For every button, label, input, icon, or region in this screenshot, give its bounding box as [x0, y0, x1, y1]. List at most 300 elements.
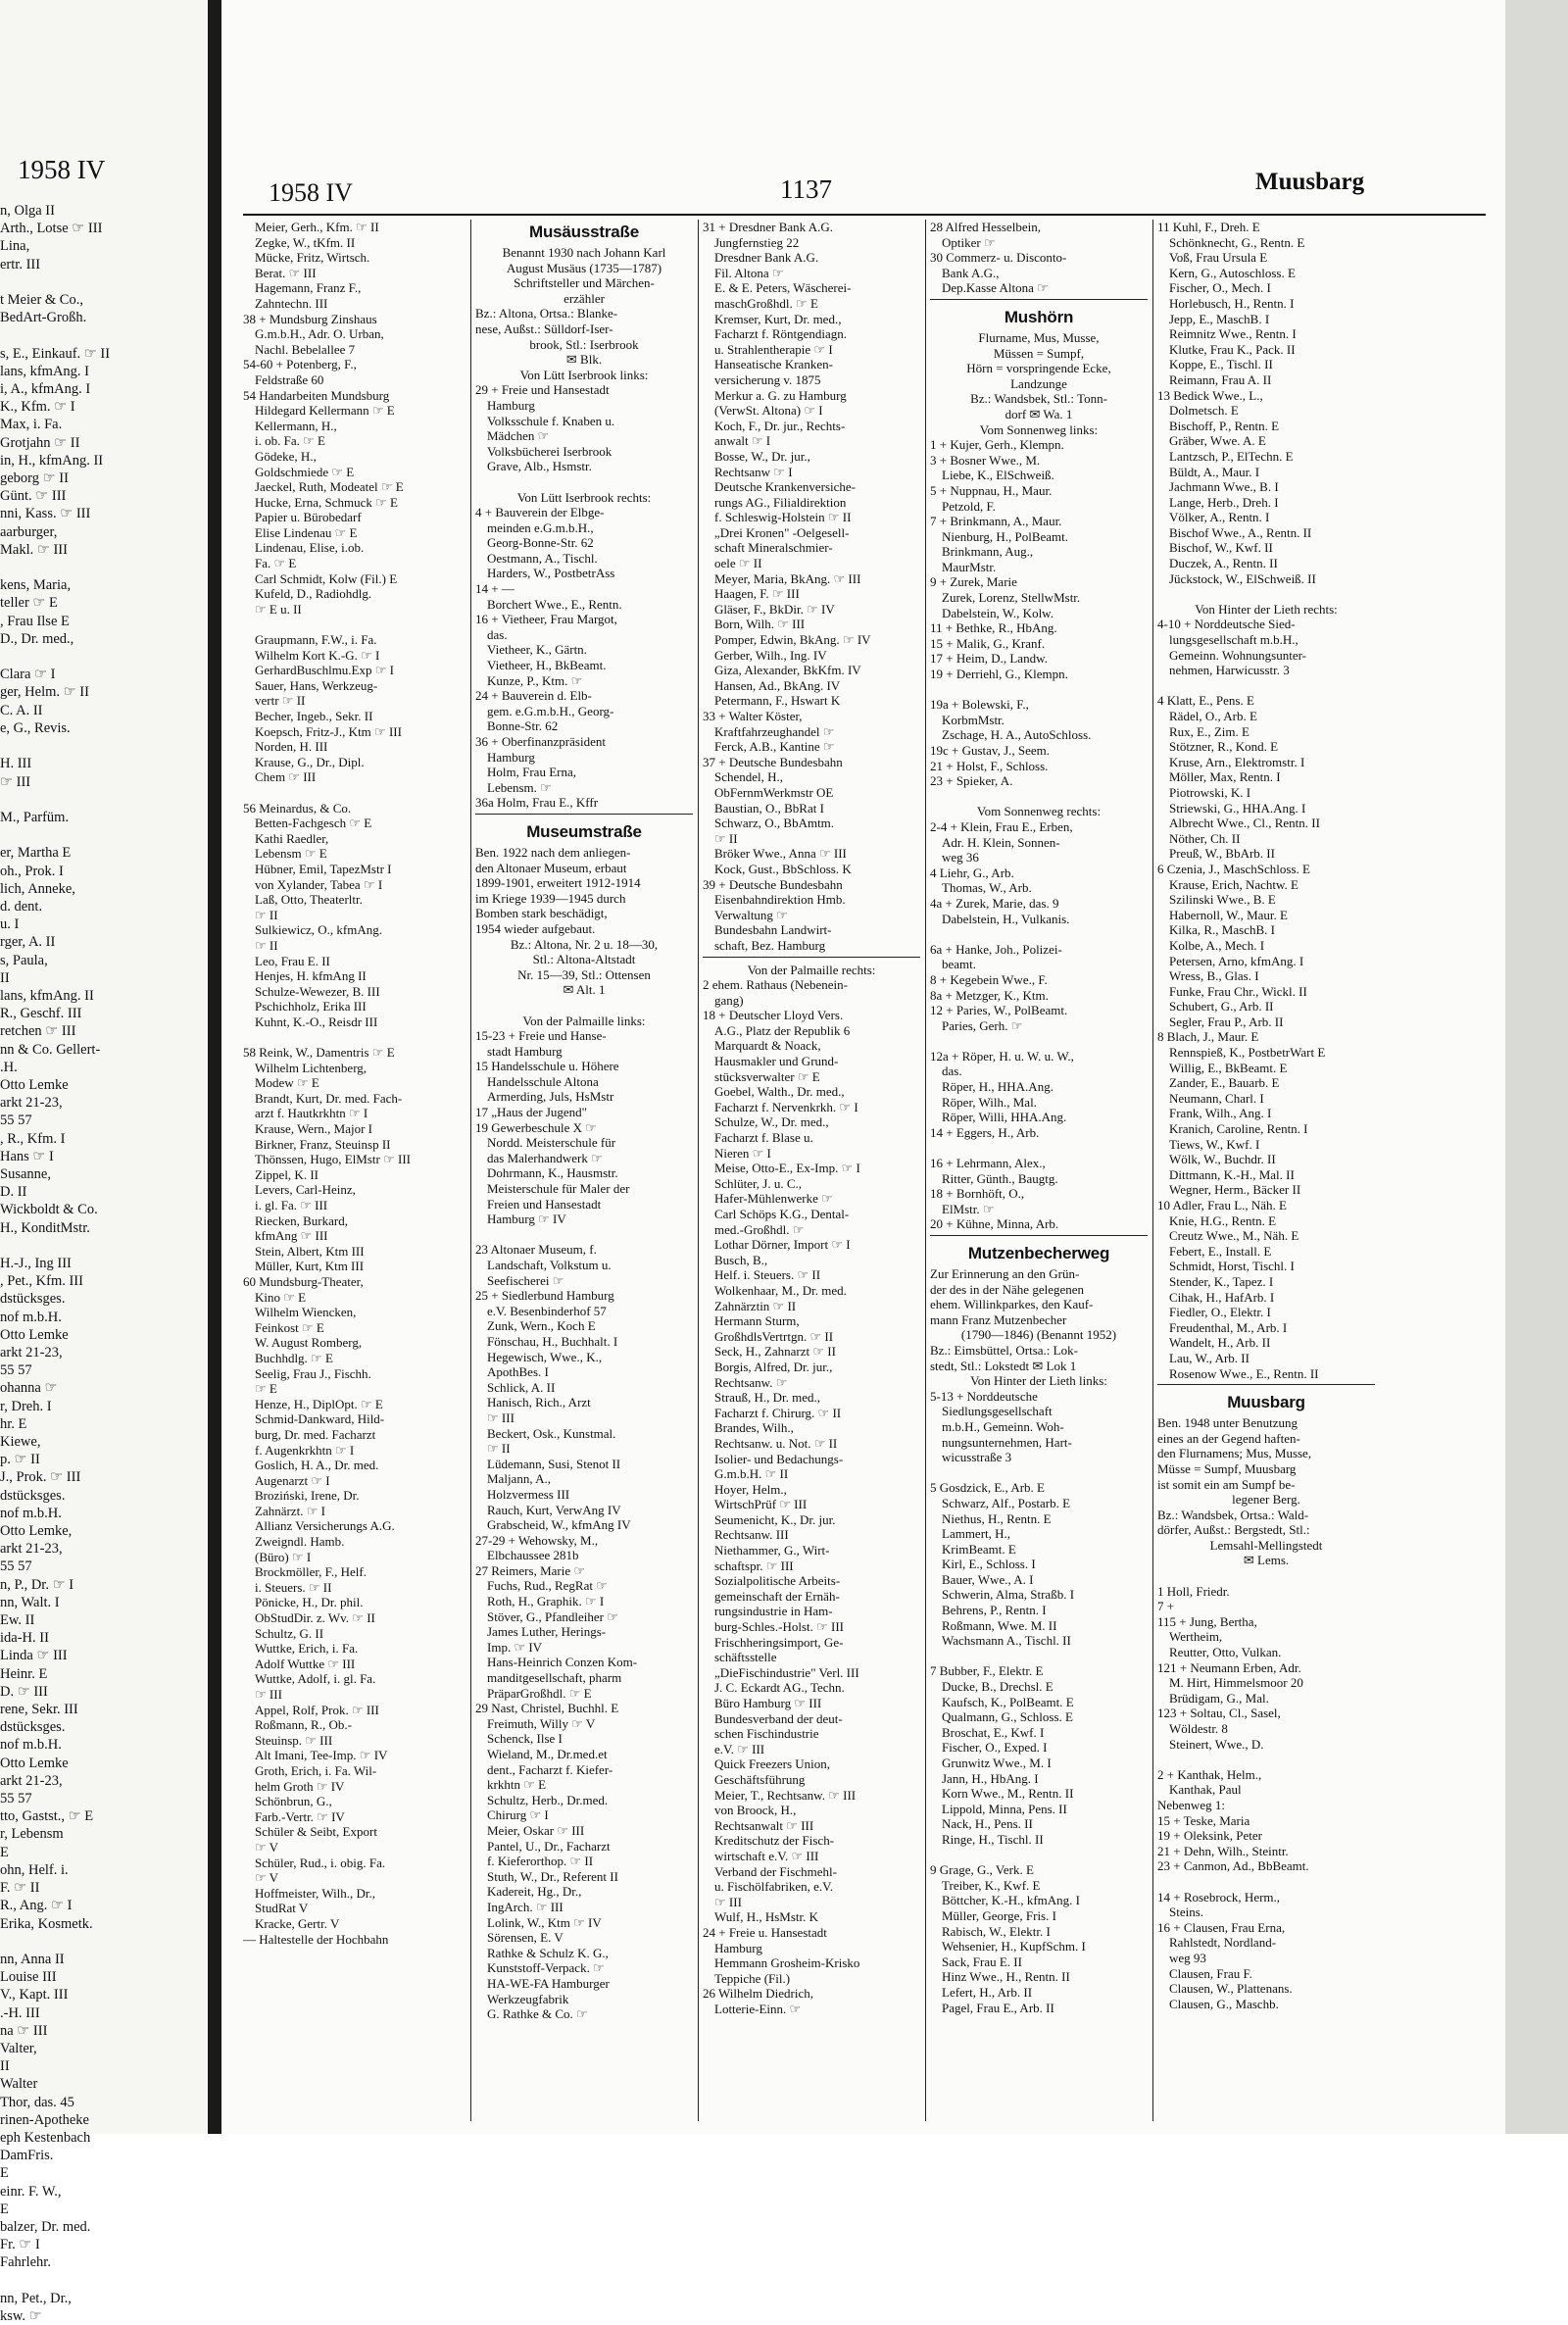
directory-line: eines an der Gegend haften-: [1157, 1430, 1300, 1446]
directory-line: 8 + Kegebein Wwe., F.: [930, 971, 1048, 987]
directory-line: Kino ☞ E: [255, 1289, 307, 1305]
directory-line: Jückstock, W., ElSchweiß. II: [1169, 570, 1316, 586]
directory-line: 121 + Neumann Erben, Adr.: [1157, 1659, 1301, 1675]
left-line: H. III: [0, 756, 32, 772]
directory-line: Freudenthal, M., Arb. I: [1169, 1319, 1288, 1335]
column-1: [243, 220, 461, 2121]
directory-line: Lothar Dörner, Import ☞ I: [714, 1237, 851, 1253]
directory-line: Lau, W., Arb. II: [1169, 1350, 1250, 1365]
directory-line: 3 + Bosner Wwe., M.: [930, 452, 1041, 468]
directory-line: 56 Meinardus, & Co.: [243, 800, 352, 816]
directory-page: [221, 0, 1505, 2134]
directory-line: Borgis, Alfred, Dr. jur.,: [714, 1359, 833, 1374]
directory-line: [1157, 1752, 1375, 1767]
directory-line: Eisenbahndirektion Hmb.: [714, 892, 846, 908]
directory-line: 21 + Holst, F., Schloss.: [930, 758, 1049, 773]
directory-line: Holm, Frau Erna,: [487, 765, 576, 780]
directory-line: Chirurg ☞ I: [487, 1807, 549, 1823]
directory-line: vertr ☞ II: [255, 693, 306, 709]
directory-line: 8 Blach, J., Maur. E: [1157, 1029, 1259, 1045]
directory-line: Rabisch, W., Elektr. I: [942, 1923, 1051, 1939]
directory-line: Broziński, Irene, Dr.: [255, 1488, 360, 1504]
directory-line: Fa. ☞ E: [255, 556, 297, 571]
directory-line: 2 ehem. Rathaus (Nebenein-: [703, 977, 849, 993]
directory-line: Broschat, E., Kwf. I: [942, 1724, 1045, 1740]
directory-line: Harders, W., PostbetrAss: [487, 566, 615, 581]
directory-line: Müsse = Sumpf, Muusbarg: [1157, 1460, 1297, 1476]
directory-line: das.: [942, 1064, 962, 1079]
directory-line: [1157, 1568, 1375, 1584]
directory-line: Büro Hamburg ☞ III: [714, 1696, 822, 1710]
directory-line: Horlebusch, H., Rentn. I: [1169, 295, 1295, 311]
directory-line: WirtschPrüf ☞ III: [714, 1497, 808, 1512]
directory-line: Haagen, F. ☞ III: [714, 586, 800, 602]
directory-line: Kaufsch, K., PolBeamt. E: [942, 1694, 1074, 1709]
directory-line: Lebensm ☞ E: [255, 846, 327, 862]
directory-line: 29 + Freie und Hansestadt: [475, 382, 610, 398]
directory-line: e.V. ☞ III: [714, 1741, 765, 1756]
directory-line: dorf ✉ Wa. 1: [1004, 406, 1073, 421]
directory-line: M. Hirt, Himmelsmoor 20: [1169, 1675, 1303, 1691]
directory-line: ☞ III: [255, 1687, 282, 1702]
directory-line: 33 + Walter Köster,: [703, 709, 803, 723]
left-line: Ew. II: [0, 1612, 35, 1629]
directory-line: Petermann, F., Hswart K: [714, 693, 841, 709]
directory-line: [930, 1649, 1148, 1664]
directory-line: Feinkost ☞ E: [255, 1319, 324, 1335]
left-line: lans, kfmAng. I: [0, 363, 90, 379]
directory-line: Qualmann, G., Schloss. E: [942, 1709, 1073, 1725]
directory-line: Lotterie-Einn. ☞: [714, 2001, 802, 2016]
directory-line: Petersen, Arno, kfmAng. I: [1169, 953, 1304, 968]
directory-line: Elbchaussee 281b: [487, 1548, 579, 1563]
directory-line: Völker, A., Rentn. I: [1169, 510, 1270, 525]
directory-line: Elise Lindenau ☞ E: [255, 524, 358, 540]
directory-line: Carl Schöps K.G., Dental-: [714, 1207, 850, 1221]
directory-line: ☞ V: [255, 1839, 279, 1855]
book-gutter: [208, 0, 221, 2134]
directory-line: Adolf Wuttke ☞ III: [255, 1656, 356, 1671]
left-line: C. A. II: [0, 702, 43, 718]
directory-line: weg 36: [942, 850, 979, 866]
directory-line: Dolmetsch. E: [1169, 403, 1239, 419]
left-line: II: [0, 2058, 10, 2075]
directory-line: Facharzt f. Röntgendiagn.: [714, 326, 848, 342]
left-line: hr. E: [0, 1415, 27, 1432]
directory-line: Flurname, Mus, Musse,: [978, 329, 1100, 345]
directory-line: Gläser, F., BkDir. ☞ IV: [714, 601, 835, 617]
directory-line: KrimBeamt. E: [942, 1541, 1016, 1557]
left-line: er, Martha E: [0, 845, 72, 862]
directory-line: Kunststoff-Verpack. ☞: [487, 1960, 605, 1976]
directory-line: 123 + Soltau, Cl., Sasel,: [1157, 1706, 1281, 1721]
directory-line: Fiedler, O., Elektr. I: [1169, 1305, 1271, 1320]
directory-line: Merkur a. G. zu Hamburg: [714, 387, 847, 403]
directory-line: Alt Imani, Tee-Imp. ☞ IV: [255, 1748, 388, 1763]
directory-line: 58 Reink, W., Damentris ☞ E: [243, 1045, 395, 1061]
left-line: ertr. III: [0, 256, 41, 272]
directory-line: helm Groth ☞ IV: [255, 1778, 345, 1794]
directory-line: Von der Palmaille rechts:: [747, 962, 876, 977]
left-line: tto, Gastst., ☞ E: [0, 1808, 94, 1825]
directory-line: Kathi Raedler,: [255, 830, 329, 846]
directory-line: wirtschaft e.V. ☞ III: [714, 1848, 819, 1863]
directory-line: „Drei Kronen" -Oelgesell-: [714, 524, 850, 540]
directory-line: [930, 1848, 1148, 1863]
directory-line: stadt Hamburg: [487, 1043, 563, 1059]
directory-line: ☞ II: [255, 937, 278, 953]
directory-line: Pomper, Edwin, BkAng. ☞ IV: [714, 632, 871, 648]
directory-line: Seck, H., Zahnarzt ☞ II: [714, 1344, 836, 1360]
directory-line: Bz.: Eimsbüttel, Ortsa.: Lok-: [930, 1342, 1078, 1358]
directory-line: arzt f. Hautkrkhtn ☞ I: [255, 1106, 368, 1121]
directory-line: 27 Reimers, Marie ☞: [475, 1562, 586, 1578]
directory-line: Neumann, Charl. I: [1169, 1090, 1264, 1106]
directory-line: Zander, E., Bauarb. E: [1169, 1075, 1280, 1091]
directory-line: 27-29 + Wehowsky, M.,: [475, 1532, 599, 1548]
directory-line: Stuth, W., Dr., Referent II: [487, 1868, 618, 1884]
directory-line: Voß, Frau Ursula E: [1169, 250, 1268, 266]
directory-line: G. Rathke & Co. ☞: [487, 2006, 588, 2022]
directory-line: Gräber, Wwe. A. E: [1169, 433, 1266, 449]
directory-line: Wilhelm Kort K.-G. ☞ I: [255, 647, 380, 663]
directory-line: 15-23 + Freie und Hanse-: [475, 1028, 607, 1044]
directory-line: maschGroßhdl. ☞ E: [714, 295, 818, 311]
directory-line: 7 + Brinkmann, A., Maur.: [930, 514, 1062, 529]
directory-line: Ben. 1948 unter Benutzung: [1157, 1415, 1298, 1431]
directory-line: Henze, H., DiplOpt. ☞ E: [255, 1396, 383, 1411]
directory-line: Hans-Heinrich Conzen Kom-: [487, 1655, 638, 1670]
directory-line: Ben. 1922 nach dem anliegen-: [475, 844, 631, 860]
directory-line: Hamburg: [487, 749, 535, 765]
directory-line: Wieland, M., Dr.med.et: [487, 1747, 608, 1761]
directory-line: Verband der Fischmehl-: [714, 1863, 837, 1879]
directory-line: Reimann, Frau A. II: [1169, 371, 1272, 387]
directory-line: legener Berg.: [1232, 1492, 1300, 1508]
directory-line: meinden e.G.m.b.H.,: [487, 519, 594, 535]
directory-line: Rechtsanw. III: [714, 1527, 789, 1543]
directory-line: Landzunge: [1010, 375, 1067, 391]
directory-line: Schlüter, J. u. C.,: [714, 1175, 803, 1191]
directory-line: Freimuth, Willy ☞ V: [487, 1715, 596, 1731]
directory-line: Schönknecht, G., Rentn. E: [1169, 234, 1305, 250]
directory-line: Pschichholz, Erika III: [255, 999, 367, 1014]
directory-line: [243, 785, 461, 801]
directory-line: Steins.: [1169, 1905, 1204, 1920]
directory-line: — Haltestelle der Hochbahn: [243, 1931, 389, 1947]
directory-line: Meise, Otto-E., Ex-Imp. ☞ I: [714, 1161, 860, 1176]
directory-line: Röper, Wilh., Mal.: [942, 1094, 1037, 1110]
left-line: eph Kestenbach: [0, 2129, 91, 2146]
directory-line: Thomas, W., Arb.: [942, 880, 1032, 896]
directory-line: 28 Alfred Hesselbein,: [930, 220, 1042, 234]
left-line: dstücksges.: [0, 1487, 66, 1504]
directory-line: Norden, H. III: [255, 739, 328, 755]
left-line: d. dent.: [0, 898, 43, 915]
directory-line: Stl.: Altona-Altstadt: [532, 952, 636, 967]
directory-line: 16 + Vietheer, Frau Margot,: [475, 612, 617, 627]
directory-line: Hucke, Erna, Schmuck ☞ E: [255, 494, 398, 510]
left-line: kens, Maria,: [0, 577, 72, 594]
directory-line: Fönschau, H., Buchhalt. I: [487, 1333, 618, 1349]
directory-line: [1157, 586, 1375, 602]
directory-line: Schubert, G., Arb. II: [1169, 999, 1274, 1014]
directory-line: Koppe, E., Tischl. II: [1169, 357, 1273, 372]
directory-line: Busch, B.,: [714, 1252, 768, 1267]
directory-line: 30 Commerz- u. Disconto-: [930, 250, 1067, 266]
directory-line: Becher, Ingeb., Sekr. II: [255, 709, 373, 723]
left-line: lans, kfmAng. II: [0, 987, 94, 1004]
directory-line: (VerwSt. Altona) ☞ I: [714, 403, 823, 419]
directory-line: 23 + Spieker, A.: [930, 773, 1013, 789]
directory-line: i. Steuers. ☞ II: [255, 1579, 332, 1595]
directory-line: Fischer, O., Exped. I: [942, 1740, 1048, 1756]
directory-line: Kadereit, Hg., Dr.,: [487, 1884, 582, 1900]
directory-line: Lefert, H., Arb. II: [942, 1984, 1033, 2000]
directory-line: Lantzsch, P., ElTechn. E: [1169, 448, 1294, 464]
directory-line: Baustian, O., BbRat I: [714, 800, 824, 816]
directory-line: [475, 1227, 693, 1243]
directory-line: MaurMstr.: [942, 559, 997, 574]
directory-line: ☞ III: [487, 1410, 514, 1425]
directory-line: stedt, Stl.: Lokstedt ✉ Lok 1: [930, 1358, 1077, 1373]
directory-line: Behrens, P., Rentn. I: [942, 1603, 1047, 1618]
directory-line: 26 Wilhelm Diedrich,: [703, 1986, 813, 2002]
directory-line: m.b.H., Gemeinn. Woh-: [942, 1418, 1064, 1434]
directory-line: Deutsche Krankenversiche-: [714, 479, 857, 495]
directory-line: 17 + Heim, D., Landw.: [930, 651, 1048, 667]
directory-line: 9 Grage, G., Verk. E: [930, 1862, 1034, 1878]
directory-line: Grunwitz Wwe., M. I: [942, 1756, 1052, 1770]
left-line: geborg ☞ II: [0, 470, 69, 487]
directory-line: Hübner, Emil, TapezMstr I: [255, 861, 392, 876]
directory-line: [930, 682, 1148, 698]
directory-line: Kellermann, H.,: [255, 418, 337, 433]
directory-line: Schwarz, O., BbAmtm.: [714, 816, 835, 831]
directory-line: Schüler & Seibt, Export: [255, 1824, 377, 1840]
directory-line: Freien und Hansestadt: [487, 1196, 602, 1212]
left-line: [0, 826, 110, 844]
directory-line: nese, Außst.: Sülldorf-Iser-: [475, 321, 613, 336]
directory-line: Creutz Wwe., M., Näh. E: [1169, 1228, 1299, 1244]
directory-line: Levers, Carl-Heinz,: [255, 1182, 356, 1198]
directory-line: Ritter, Günth., Baugtg.: [942, 1170, 1058, 1186]
left-line: nni, Kass. ☞ III: [0, 506, 91, 522]
directory-line: Feldstraße 60: [255, 371, 324, 387]
directory-line: J. C. Eckardt AG., Techn.: [714, 1680, 845, 1696]
street-heading: Museumstraße: [526, 821, 642, 841]
left-line: i, A., kfmAng. I: [0, 381, 91, 398]
directory-line: Zschage, H. A., AutoSchloss.: [942, 727, 1092, 743]
directory-line: 39 + Deutsche Bundesbahn: [703, 876, 843, 892]
directory-line: Stender, K., Tapez. I: [1169, 1273, 1274, 1289]
directory-line: Lüdemann, Susi, Stenot II: [487, 1456, 621, 1471]
directory-line: Vom Sonnenweg rechts:: [976, 804, 1102, 819]
directory-line: 54-60 + Potenberg, F.,: [243, 357, 357, 372]
directory-line: i. gl. Fa. ☞ III: [255, 1198, 328, 1212]
directory-line: Zahnärztin ☞ II: [714, 1298, 797, 1313]
directory-line: [930, 1033, 1148, 1049]
directory-line: Volksschule f. Knaben u.: [487, 413, 615, 428]
directory-line: Hörn = vorspringende Ecke,: [966, 361, 1111, 376]
directory-line: E. & E. Peters, Wäscherei-: [714, 280, 852, 296]
left-line: n, Olga II: [0, 203, 55, 219]
directory-line: Zunk, Wern., Koch E: [487, 1318, 596, 1334]
directory-line: 7 +: [1157, 1599, 1175, 1614]
directory-line: Wilhelm Lichtenberg,: [255, 1060, 368, 1075]
left-line: nn & Co. Gellert-: [0, 1041, 101, 1058]
directory-line: 12 + Paries, W., PolBeamt.: [930, 1003, 1068, 1018]
directory-line: ObStudDir. z. Wv. ☞ II: [255, 1610, 375, 1626]
directory-line: 38 + Mundsburg Zinshaus: [243, 311, 377, 326]
directory-line: 11 + Bethke, R., HbAng.: [930, 620, 1057, 636]
directory-line: Vom Sonnenweg links:: [979, 421, 1099, 437]
directory-line: Rechtsanw. ☞: [714, 1374, 788, 1390]
left-line: ohn, Helf. i.: [0, 1861, 69, 1878]
left-line: Linda ☞ III: [0, 1648, 68, 1664]
directory-line: Lippold, Minna, Pens. II: [942, 1801, 1067, 1816]
directory-line: burg, Dr. med. Facharzt: [255, 1426, 376, 1442]
directory-line: G.m.b.H., Adr. O. Urban,: [255, 326, 384, 342]
directory-line: Imp. ☞ IV: [487, 1639, 543, 1655]
directory-line: Mädchen ☞: [487, 428, 550, 444]
left-line: nof m.b.H.: [0, 1505, 62, 1521]
directory-line: 24 + Bauverein d. Elb-: [475, 688, 592, 704]
directory-line: Meier, Oskar ☞ III: [487, 1822, 585, 1838]
directory-line: Von der Palmaille links:: [522, 1013, 646, 1028]
left-line: Otto Lemke: [0, 1076, 69, 1093]
directory-line: Bosse, W., Dr. jur.,: [714, 448, 810, 464]
directory-line: Duczek, A., Rentn. II: [1169, 556, 1278, 571]
directory-line: erzähler: [564, 290, 605, 306]
directory-line: Rosenow Wwe., E., Rentn. II: [1169, 1365, 1319, 1381]
directory-line: Segler, Frau P., Arb. II: [1169, 1014, 1284, 1029]
directory-line: 1 + Kujer, Gerh., Klempn.: [930, 437, 1064, 453]
directory-line: Bundesbahn Landwirt-: [714, 922, 832, 938]
left-line: arkt 21-23,: [0, 1772, 63, 1789]
directory-line: Fil. Altona ☞: [714, 265, 784, 280]
directory-line: Wegner, Herm., Bäcker II: [1169, 1182, 1301, 1198]
street-heading: Musäusstraße: [529, 223, 639, 241]
directory-line: Jepp, E., MaschB. I: [1169, 311, 1270, 326]
directory-line: anwalt ☞ I: [714, 433, 771, 449]
directory-line: nungsunternehmen, Hart-: [942, 1434, 1072, 1450]
left-line: ☞ III: [0, 773, 31, 790]
directory-line: A.G., Platz der Republik 6: [714, 1022, 851, 1038]
directory-line: Zur Erinnerung an den Grün-: [930, 1266, 1080, 1281]
directory-line: 13 Bedick Wwe., L.,: [1157, 387, 1263, 403]
left-line: 55 57: [0, 1113, 32, 1129]
directory-line: f. Schleswig-Holstein ☞ II: [714, 510, 852, 525]
directory-line: i. ob. Fa. ☞ E: [255, 433, 325, 449]
directory-line: [243, 1029, 461, 1045]
left-line: R., Geschf. III: [0, 1006, 82, 1022]
directory-line: Lange, Herb., Dreh. I: [1169, 494, 1279, 510]
directory-line: 4 Klatt, E., Pens. E: [1157, 693, 1254, 709]
directory-line: Helf. i. Steuers. ☞ II: [714, 1267, 821, 1283]
left-line: [0, 737, 110, 755]
directory-line: Wolkenhaar, M., Dr. med.: [714, 1282, 847, 1298]
directory-line: Kolbe, A., Mech. I: [1169, 937, 1265, 953]
directory-line: kfmAng ☞ III: [255, 1228, 328, 1244]
street-heading: Mutzenbecherweg: [967, 1244, 1110, 1262]
directory-line: [475, 474, 693, 490]
left-line: , R., Kfm. I: [0, 1130, 66, 1147]
directory-line: Petzold, F.: [942, 498, 996, 514]
left-line: 55 57: [0, 1791, 32, 1807]
directory-line: Möller, Max, Rentn. I: [1169, 769, 1281, 785]
directory-line: Frank, Wilh., Ang. I: [1169, 1106, 1272, 1121]
directory-line: 14 + Eggers, H., Arb.: [930, 1124, 1040, 1140]
directory-line: Fuchs, Rud., RegRat ☞: [487, 1578, 608, 1594]
directory-line: Dohrmann, K., Hausmstr.: [487, 1165, 618, 1181]
directory-line: 1 Holl, Friedr.: [1157, 1583, 1230, 1599]
directory-line: Papier u. Bürobedarf: [255, 510, 362, 525]
left-line: Makl. ☞ III: [0, 541, 68, 558]
left-line: [0, 273, 110, 291]
left-line: Fahrlehr.: [0, 2254, 51, 2271]
directory-line: Kruse, Arn., Elektromstr. I: [1169, 754, 1305, 769]
directory-line: Hegewisch, Wwe., K.,: [487, 1349, 603, 1364]
directory-line: 4-10 + Norddeutsche Sied-: [1157, 617, 1296, 632]
left-line: ida-H. II: [0, 1630, 49, 1647]
directory-line: Wuttke, Erich, i. Fa.: [255, 1641, 359, 1657]
directory-line: Stötzner, R., Kond. E: [1169, 739, 1279, 755]
directory-line: Rux, E., Zim. E: [1169, 723, 1250, 739]
directory-line: Wertheim,: [1169, 1629, 1223, 1645]
directory-line: 31 + Dresdner Bank A.G.: [703, 220, 833, 234]
directory-line: ☞ II: [487, 1441, 511, 1457]
left-line: nof m.b.H.: [0, 1309, 62, 1325]
directory-line: Nöther, Ch. II: [1169, 830, 1241, 846]
directory-line: Böttcher, K.-H., kfmAng. I: [942, 1893, 1081, 1908]
directory-line: Benannt 1930 nach Johann Karl: [502, 245, 666, 260]
directory-line: Hinz Wwe., H., Rentn. II: [942, 1969, 1070, 1985]
left-page-header: 1958 IV: [18, 155, 106, 184]
directory-line: Reimnitz Wwe., Rentn. I: [1169, 326, 1297, 342]
directory-line: Dresdner Bank A.G.: [714, 250, 819, 266]
left-page-lines: [0, 202, 110, 2325]
directory-line: Ringe, H., Tischl. II: [942, 1831, 1044, 1847]
column-3: [698, 220, 920, 2121]
directory-line: Schultz, Herb., Dr.med.: [487, 1792, 609, 1807]
directory-line: 15 + Malik, G., Kranf.: [930, 635, 1046, 651]
directory-line: [930, 1140, 1148, 1156]
directory-line: 19a + Bolewski, F.,: [930, 697, 1029, 713]
directory-line: Meisterschule für Maler der: [487, 1181, 630, 1197]
left-line: ger, Helm. ☞ II: [0, 684, 89, 701]
left-line: DamFris.: [0, 2148, 54, 2164]
directory-line: Riecken, Burkard,: [255, 1212, 348, 1228]
left-line: M., Parfüm.: [0, 809, 70, 825]
directory-line: Kunze, P., Ktm. ☞: [487, 672, 583, 688]
directory-line: Holzvermess III: [487, 1486, 570, 1502]
directory-line: 19 + Derriehl, G., Klempn.: [930, 667, 1068, 682]
page-number: 1137: [780, 174, 832, 204]
directory-line: Schulze-Wewezer, B. III: [255, 983, 380, 999]
directory-line: Clausen, G., Maschb.: [1169, 1996, 1279, 2011]
left-line: V., Kapt. III: [0, 1987, 69, 2003]
left-line: Heinr. E: [0, 1665, 48, 1682]
directory-line: Niethus, H., Rentn. E: [942, 1510, 1052, 1526]
directory-line: 1954 wieder aufgebaut.: [475, 920, 596, 936]
directory-line: Roßmann, Wwe. M. II: [942, 1617, 1057, 1633]
directory-line: 36 + Oberfinanzpräsident: [475, 734, 606, 749]
directory-line: ist somit ein am Sumpf be-: [1157, 1476, 1296, 1492]
left-line: n, P., Dr. ☞ I: [0, 1576, 74, 1593]
directory-line: 19c + Gustav, J., Seem.: [930, 743, 1051, 758]
directory-line: HA-WE-FA Hamburger: [487, 1975, 610, 1991]
